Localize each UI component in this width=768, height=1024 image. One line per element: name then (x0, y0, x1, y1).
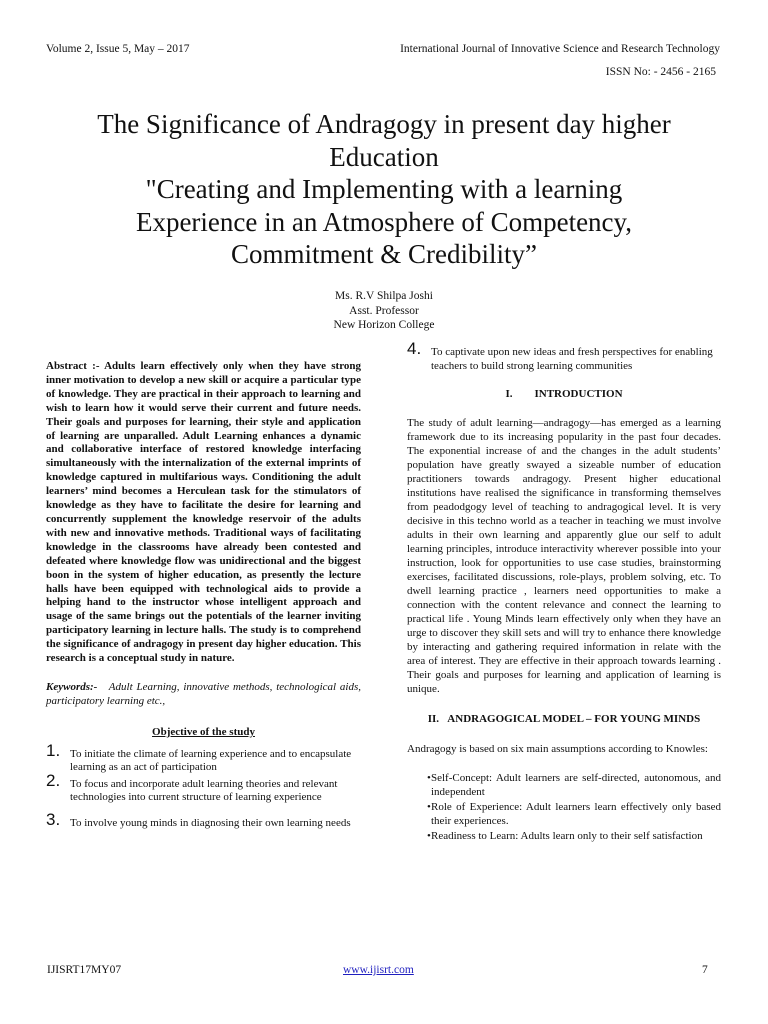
assumption-text: Role of Experience: Adult learners learn effectively only based their experiences. (431, 801, 721, 827)
issn-number: ISSN No: - 2456 - 2165 (605, 66, 716, 78)
title-line: Experience in an Atmosphere of Competency, (135, 206, 633, 237)
assumption-item (407, 830, 721, 844)
objective-list-continued (407, 339, 721, 373)
page-number: 7 (702, 964, 708, 976)
paper-code: IJISRT17MY07 (47, 964, 122, 976)
objective-text: To initiate the climate of learning experience and to encapsulate learning as an act of participation (70, 747, 352, 774)
introduction-text: The study of adult learning—andragogy—has emerged as a learning framework due to its increasing popularity in the past four decades. The exponential increase of and the changes in the adult students’ population have greatly swayed a sizeable number of education practitioners towards andragogy. Present higher educational institutions have realised the significance in transforming themselves from peadodgogy level of teaching to andragogical level. It is very decisive in this techno world as a teacher in teaching we must involve adults in their own learning and apparently glue our self to adult learning principles, introduce interactivity wherever possible into your instruction, look for opportunities to use case studies, brainstorming exercises, facilitated discussions, role-plays, problem solving, etc. To dwell learning practice , learners need opportunities to make a connection with the content relevance and connect the learning to practical life . Young Minds learn effectively only when they have an urge to discover they skill sets and will try to enhance there knowledge by interacting and gathering required information in relate with the area of interest. They are effective in their approach towards learning . Their goals and purposes for learning and application of learning is unique. (407, 417, 721, 695)
title-line: Commitment & Credibility” (231, 239, 537, 269)
journal-website-link[interactable]: www.ijisrt.com (343, 964, 414, 976)
objective-item (46, 770, 361, 805)
bullet-icon: • (427, 830, 431, 842)
objective-text: To captivate upon new ideas and fresh perspectives for enabling teachers to build strong learning communities (431, 346, 713, 372)
abstract: Abstract :- Adults learn effectively only when they have strong inner motivation to develop a new skill or acquire a particular type of knowledge. They are practical in their approach to learning and wish to learn how it would serve their current and future needs. Their goals and purposes for learning, their style and application of learning are unparalled. Adult Learning enhances a dynamic and collaborative interface of restored knowledge interfacing simultaneously with the internalization of the external imprints of knowledge captured in multifarious ways. Conditioning the adult learners’ mind becomes a Herculean task for the stimulators of knowledge as they have to facilitate the desire for learning and concurrently supplement the knowledge reservoir of the adults with new and innovative methods. Traditional ways of facilitating knowledge in the classrooms have already been contested and defeated where knowledge flow was unidirectional and the biggest boon in the system of higher education, as presently the lecture halls have been equipped with technological aids to provide a helping hand to the instructor whose intelligent approach and usage of the same brings out the potentials of the learner inviting participatory learning in lecture halls. The study is to comprehend the significance of andragogy in present day higher education. This research is a conceptual study in nature. (46, 360, 361, 665)
title-line: The Significance of Andragogy in present day higher (97, 109, 671, 139)
author-affiliation: New Horizon College (333, 319, 435, 331)
objective-text: To involve young minds in diagnosing their own learning needs (70, 816, 351, 829)
title-line: Education (329, 141, 439, 172)
objective-number: 1. (46, 740, 61, 760)
left-column (46, 360, 361, 830)
assumptions-list (407, 772, 721, 844)
objective-item (46, 740, 361, 775)
keywords (46, 680, 361, 708)
objective-number: 3. (46, 809, 61, 829)
right-column (407, 339, 721, 846)
objective-number: 2. (46, 770, 61, 790)
keywords-text: Adult Learning, innovative methods, technological aids, participatory learning etc., (46, 680, 362, 707)
objective-text: To focus and incorporate adult learning theories and relevant technologies into current structure of learning experience (70, 777, 338, 804)
andragogical-model-heading: II. ANDRAGOGICAL MODEL – FOR YOUNG MINDS (427, 713, 701, 725)
introduction-heading: I. INTRODUCTION (505, 388, 623, 400)
objective-list (46, 740, 361, 831)
assumption-text: Readiness to Learn: Adults learn only to their self satisfaction (431, 830, 703, 842)
objective-heading: Objective of the study (152, 725, 255, 738)
assumption-item (407, 772, 721, 799)
bullet-icon: • (427, 772, 431, 784)
objective-item (46, 809, 361, 831)
journal-name: International Journal of Innovative Science and Research Technology (400, 43, 720, 55)
title-line: "Creating and Implementing with a learning (145, 174, 623, 204)
volume-info: Volume 2, Issue 5, May – 2017 (46, 43, 190, 55)
paper-title (40, 108, 728, 271)
objective-number: 4. (407, 339, 422, 358)
author-name: Ms. R.V Shilpa Joshi (335, 290, 433, 302)
assumption-item (407, 801, 721, 828)
bullet-icon: • (427, 801, 431, 813)
author-position: Asst. Professor (349, 304, 419, 317)
keywords-label: Keywords:- (46, 680, 98, 693)
andragogy-intro-text: Andragogy is based on six main assumptions according to Knowles: (407, 743, 708, 755)
author-block (234, 289, 534, 333)
assumption-text: Self-Concept: Adult learners are self-directed, autonomous, and independent (431, 772, 721, 798)
objective-item (407, 339, 721, 373)
